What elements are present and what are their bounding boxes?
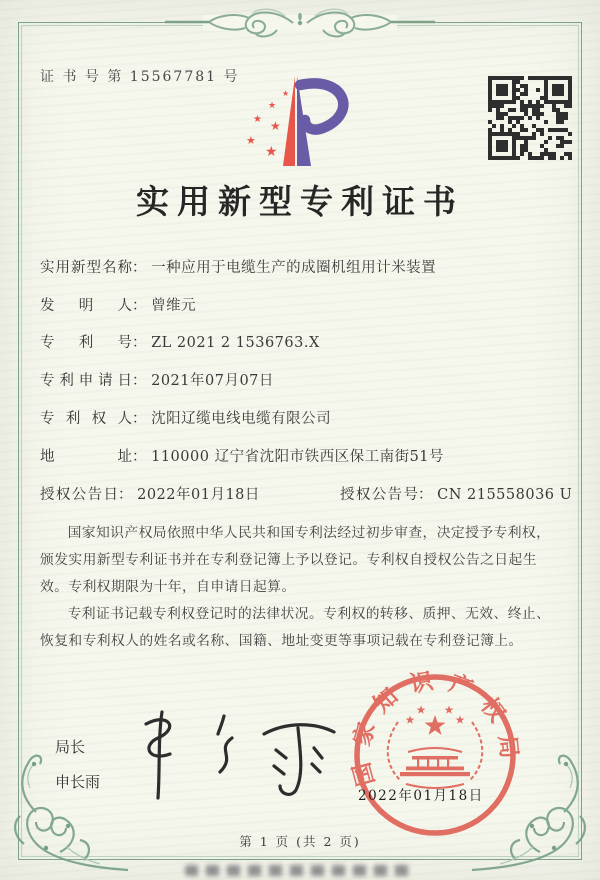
field-value: 2021年07月07日 — [151, 373, 274, 389]
grant-number-value: CN 215558036 U — [437, 487, 573, 503]
colon: ： — [132, 411, 147, 427]
field-label: 实用新型名称 — [40, 260, 132, 276]
field-row — [40, 256, 560, 277]
field-value: 一种应用于电缆生产的成圈机组用计米装置 — [151, 260, 437, 276]
field-value: 110000 辽宁省沈阳市铁西区保工南街51号 — [151, 449, 445, 465]
svg-text:★: ★ — [246, 134, 256, 147]
svg-text:★: ★ — [268, 101, 277, 111]
svg-text:★: ★ — [270, 119, 281, 133]
certificate-title: 实用新型专利证书 — [136, 182, 464, 221]
svg-text:★: ★ — [253, 114, 262, 125]
field-row — [40, 294, 560, 315]
director-name: 申长雨 — [55, 772, 101, 791]
legal-paragraph: 专利证书记载专利权登记时的法律状况。专利权的转移、质押、无效、终止、恢复和专利权人的姓名或名称、国籍、地址变更等事项记载在专利登记簿上。 — [40, 605, 551, 649]
grant-row — [40, 483, 573, 504]
legal-paragraph: 国家知识产权局依照中华人民共和国专利法经过初步审查，决定授予专利权，颁发实用新型专利证书并在专利登记簿上予以登记。专利权自授权公告之日起生效。专利权期限为十年，自申请日起算。 — [40, 525, 551, 595]
director-signature — [128, 698, 358, 808]
field-row — [40, 445, 560, 466]
grant-number-label: 授权公告号 — [340, 487, 418, 503]
director-title: 局长 — [55, 738, 86, 756]
official-seal — [340, 660, 530, 850]
national-emblem-icon — [388, 705, 483, 788]
qr-code — [488, 76, 572, 160]
colon: ： — [132, 373, 147, 389]
colon: ： — [118, 487, 133, 503]
field-label: 专利申请日 — [40, 373, 132, 389]
field-row — [40, 331, 560, 352]
field-label: 专利号 — [40, 335, 132, 351]
grant-number — [340, 483, 572, 504]
grant-date-label: 授权公告日 — [40, 487, 118, 503]
field-row — [40, 369, 560, 390]
colon: ： — [132, 335, 147, 351]
legal-text — [40, 520, 561, 654]
page-footer: 第 1 页 (共 2 页) — [239, 834, 361, 849]
field-value: 沈阳辽缆电线电缆有限公司 — [151, 411, 332, 427]
colon: ： — [132, 298, 147, 314]
field-value: 曾维元 — [151, 298, 197, 314]
grant-date-value: 2022年01月18日 — [137, 487, 260, 503]
top-flourish-icon — [165, 2, 435, 44]
next-page-ghost-smudge — [185, 865, 415, 876]
field-label: 地址 — [40, 449, 132, 465]
field-value: ZL 2021 2 1536763.X — [151, 335, 320, 351]
colon: ： — [132, 260, 147, 276]
field-label: 发明人 — [40, 298, 132, 314]
seal-date: 2022年01月18日 — [358, 788, 484, 804]
colon: ： — [132, 449, 147, 465]
colon: ： — [418, 487, 433, 503]
signer-block — [55, 730, 100, 799]
svg-text:★: ★ — [282, 89, 290, 98]
seal-ring-text: 国家知识产权局 — [348, 667, 523, 789]
certificate-number: 证 书 号 第 15567781 号 — [40, 69, 240, 85]
cnipa-logo-icon — [232, 68, 372, 176]
field-label: 专利权人 — [40, 411, 132, 427]
field-row — [40, 407, 560, 428]
svg-text:★: ★ — [265, 144, 278, 160]
